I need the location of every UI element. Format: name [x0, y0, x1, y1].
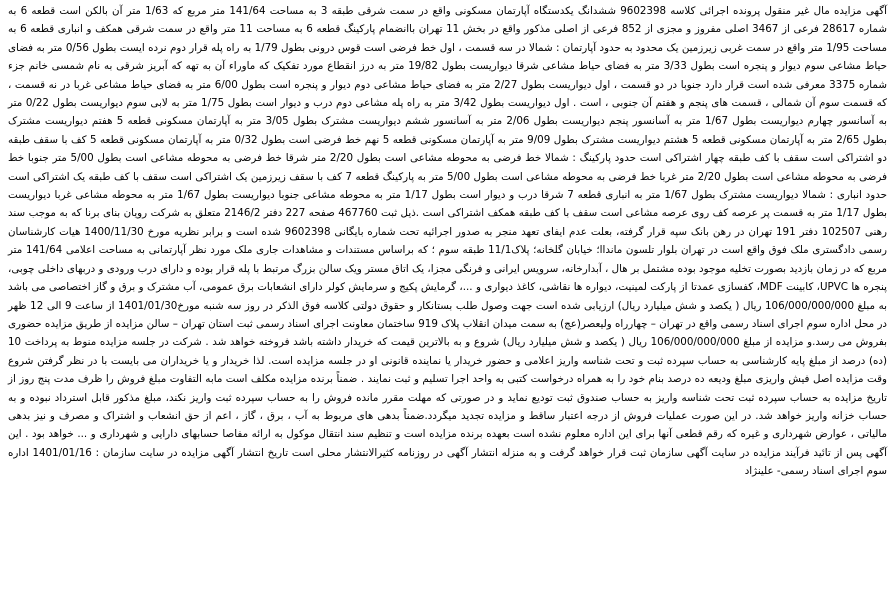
auction-notice-text: آگهی مزایده مال غیر منقول پرونده اجرائی کلاسه 9602398 ششدانگ یکدستگاه آپارتمان مسکونی واقع در سمت شرقی طبقه 3 به مساحت 141/64 متر مربع که 1/63 متر آن بالکن است قطعه 6 به شماره 28617 فرعی از 3467 اصلی مفروز و مجزی از 852 فرعی از اصلی مذکور واقع در بخش 11 تهران باانضمام پارکینگ قطعه 6 به مساحت 11 متر واقع در سمت شرقی همکف و انباری قطعه 6 به مساحت 1/95 متر واقع در سمت غربی زیرزمین یک محدود به حدود آپارتمان : شمالا در سه قسمت ، اول خط فرضی است قوس درونی بطول 1/79 به راه پله قرار دوم نرده ایست بطول 0/56 متر به فضای حیاط مشاعی سوم دیوار و پنجره است بطول 3/33 متر به فضای حیاط مشاعی شرقا دیواریست بطول 19/82 متر به درز انقطاع مورد تفکیک که ماوراء آن به تهه که آبریز شرقی به نام شمسی خانم جزء شماره 3375 معرفی شده است قرار دارد جنوبا در دو قسمت ، اول دیواریست بطول 2/27 متر به فضای حیاط مشاعی دوم دیوار و پنجره است بطول 6/00 متر به فضای حیاط مشاعی غربا در نه قسمت ، که قسمت سوم آن شمالی ، قسمت های پنجم و هفتم آن جنوبی ، است . اول دیواریست بطول 3/42 متر به راه پله مشاعی دوم درب و دیوار است بطول 1/75 متر به لابی سوم دیواریست بطول 0/22 متر به آسانسور چهارم دیواریست بطول 1/67 متر به آسانسور پنجم دیواریست بطول 2/06 متر به آسانسور ششم دیواریست مشترک بطول 3/05 متر به آپارتمان مسکونی قطعه 5 هفتم دیواریست مشترک بطول 2/65 متر به آپارتمان مسکونی قطعه 5 هشتم دیواریست مشترک بطول 9/09 متر به آپارتمان مسکونی قطعه 5 نهم خط فرضی است بطول 0/32 متر به آپارتمان مسکونی قطعه 5 کف با سقف طبقه دو اشتراکی است سقف با کف طبقه چهار اشتراکی است حدود پارکینگ : شمالا خط فرضی به محوطه مشاعی است بطول 2/20 متر شرقا خط فرضی به محوطه مشاعی است بطول 5/00 متر جنوبا خط فرضی به محوطه مشاعی است بطول 2/20 متر غربا خط فرضی به محوطه مشاعی است بطول 5/00 متر به پارکینگ قطعه 7 کف با سقف زیرزمین یک اشتراکی است سقف با کف طبقه یک اشتراکی است حدود انباری : شمالا دیواریست مشترک بطول 1/67 متر به انباری قطعه 7 شرقا درب و دیوار است بطول 1/17 متر به محوطه مشاعی جنوبا دیواریست بطول 1/67 متر به محوطه مشاعی غربا دیواریست بطول 1/17 متر به قسمت پر عرصه کف روی عرصه مشاعی است سقف با کف طبقه همکف اشتراکی است .ذیل ثبت 467760 صفحه 227 دفتر 2146/2 متعلق به شرکت رویان بنای برنا که به موجب سند رهنی 102507 دفتر 191 تهران در رهن بانک سپه قرار گرفته، بعلت عدم ایفای تعهد منجر به صدور اجرائیه تحت شماره بایگانی 9602398 شده است و برابر نظریه مورخ 1400/11/30 هیات کارشناسان رسمی دادگستری ملک فوق واقع است در تهران بلوار تلسون مانداا؛ خیابان گلخانه؛ پلاک11/1 طبقه سوم ؛ که براساس مستندات و مشاهدات جاری ملک مورد نظر آپارتمانی به مساحت اعلامی 141/64 متر مربع که در زمان بازدید بصورت تخلیه موجود بوده مشتمل بر هال ، آبدارخانه، سرویس ایرانی و فرنگی مجزا، یک اتاق مستر ویک سالن بزرگ مرتبط با پله قرار بوده و دارای درب ورودی و دربهای داخلی چوبی، پنجره ها UPVC، کابینت MDF، کفسازی عمدتا از پارکت لمینیت، دیواره ها نقاشی، کاغذ دیواری و ...، گرمایش پکیج و سرمایش کولر دارای انشعابات برق عمومی، آب مشترک و برق و گاز اختصاصی می باشد به مبلغ 106/000/000/000 ریال ( یکصد و شش میلیارد ریال) ارزیابی شده است جهت وصول طلب بستانکار و حقوق دولتی کلاسه فوق الذکر در روز سه شنبه مورخ1401/01/30 از ساعت 9 الی 12 ظهر در محل اداره سوم اجرای اسناد رسمی واقع در تهران – چهارراه ولیعصر(عج) به سمت میدان انقلاب پلاک 919 ساختمان معاونت اجرای اسناد رسمی ثبت استان تهران – سالن مزایده از طریق مزایده حضوری بفروش می رسد.و مزایده از مبلغ 106/000/000/000 ریال ( یکصد و شش میلیارد ریال) شروع و به بالاترین قیمت که خریدار داشته باشد فروخته خواهد شد . شرکت در جلسه مزایده منوط به پرداخت 10 (ده) درصد از مبلغ پایه کارشناسی به حساب سپرده ثبت و تحت شناسه واریز اعلامی و حضور خریدار یا نماینده قانونی او در جلسه مزایده است. لذا خریدار و یا خریداران می بایست با در نظر گرفتن شروع وقت مزایده اصل فیش واریزی مبلغ ودیعه ده درصد بنام خود را به همراه درخواست کتبی به واحد اجرا تسلیم و ثبت نمایند . ضمناً برنده مزایده مکلف است مابه التفاوت مبلغ فروش را ظرف مدت پنج روز از تاریخ مزایده به حساب سپرده ثبت تحت شناسه واریز به حساب صندوق ثبت تودیع نماید و در صورتی که مهلت مقرر مانده فروش را به حساب سپرده ثبت واریز نکند، مبلغ مذکور قابل استرداد نبوده و به حساب خزانه واریز خواهد شد. در این صورت عملیات فروش از درجه اعتبار ساقط و مزایده تجدید میگردد.ضمناً بدهی های مربوط به آب ، برق ، گاز ، اعم از حق انشعاب و اشتراک و مصرف و نیز بدهی مالیاتی ، عوارض شهرداری و غیره که رقم قطعی آنها برای این اداره معلوم نشده است بعهده برنده مزایده است و تنظیم سند انتقال موکول به ارائه مفاصا حسابهای دارایی و شهرداری و ... خواهد بود . این آگهی پس از تائید فرآیند مزایده در سایت آگهی سازمان ثبت قرار خواهد گرفت و به منزله انتشار آگهی در روزنامه کثیرالانتشار محلی است تاریخ انتشار آگهی مزایده در سایت سازمان : 1401/01/16 اداره سوم اجرای اسناد رسمی- علینژاد: [8, 5, 888, 478]
